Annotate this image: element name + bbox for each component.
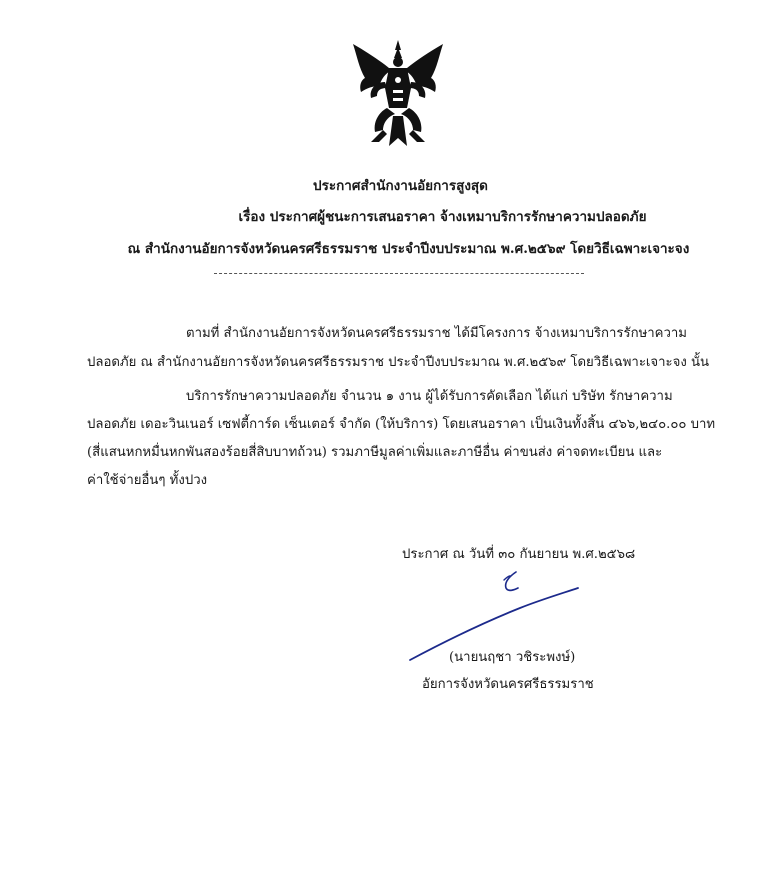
garuda-emblem-icon [349, 38, 447, 148]
announcement-date: ประกาศ ณ วันที่ ๓๐ กันยายน พ.ศ.๒๕๖๘ [402, 547, 636, 562]
paragraph-1-line-1: ตามที่ สำนักงานอัยการจังหวัดนครศรีธรรมราช ได้มีโครงการ จ้างเหมาบริการรักษาความ [186, 326, 687, 341]
paragraph-1-line-2: ปลอดภัย ณ สำนักงานอัยการจังหวัดนครศรีธรรมราช ประจำปีงบประมาณ พ.ศ.๒๕๖๙ โดยวิธีเฉพาะเจาะจง นั้น [87, 355, 710, 370]
paragraph-2-line-3: (สี่แสนหกหมื่นหกพันสองร้อยสี่สิบบาทถ้วน) รวมภาษีมูลค่าเพิ่มและภาษีอื่น ค่าขนส่ง ค่าจดทะเบียน และ [87, 445, 663, 460]
dashed-divider [214, 273, 584, 274]
paragraph-2-line-2: ปลอดภัย เดอะวินเนอร์ เซฟตี้การ์ด เซ็นเตอร์ จำกัด (ให้บริการ) โดยเสนอราคา เป็นเงินทั้งสิ้น ๔๖๖,๒๔๐.๐๐ บาท [87, 417, 716, 432]
signer-name: (นายนฤชา วชิระพงษ์) [449, 650, 576, 665]
paragraph-2-line-1: บริการรักษาความปลอดภัย จำนวน ๑ งาน ผู้ได้รับการคัดเลือก ได้แก่ บริษัท รักษาความ [186, 389, 673, 404]
announcement-subject-detail: ณ สำนักงานอัยการจังหวัดนครศรีธรรมราช ประจำปีงบประมาณ พ.ศ.๒๕๖๙ โดยวิธีเฉพาะเจาะจง [127, 241, 690, 257]
signer-title: อัยการจังหวัดนครศรีธรรมราช [422, 677, 594, 692]
paragraph-2-line-4: ค่าใช้จ่ายอื่นๆ ทั้งปวง [87, 473, 208, 488]
announcement-subject: เรื่อง ประกาศผู้ชนะการเสนอราคา จ้างเหมาบริการรักษาความปลอดภัย [238, 209, 647, 225]
announcement-title: ประกาศสำนักงานอัยการสูงสุด [313, 178, 488, 194]
